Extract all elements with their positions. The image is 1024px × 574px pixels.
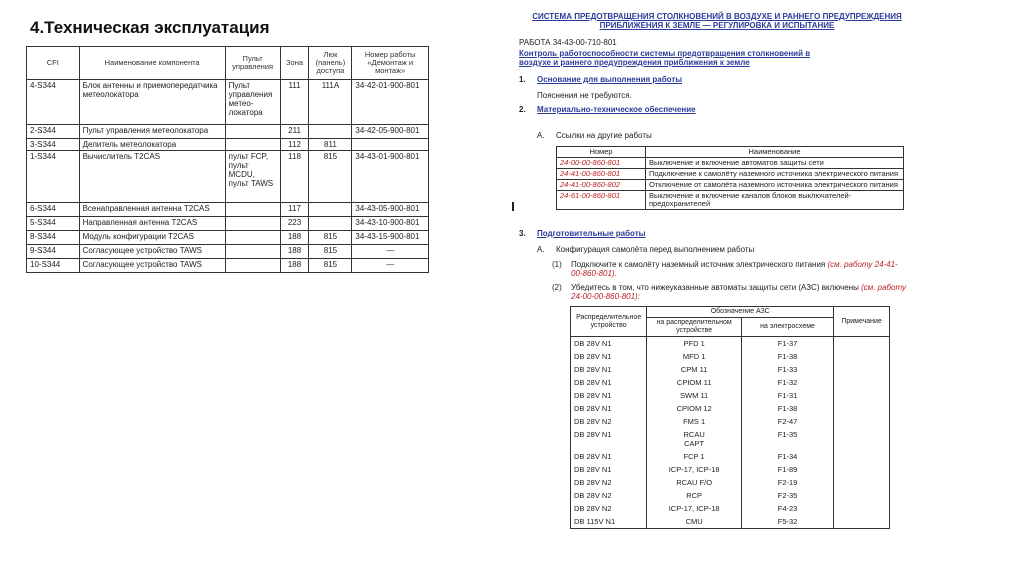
table-row bbox=[571, 450, 890, 463]
table-row bbox=[571, 476, 890, 489]
cell-panel bbox=[225, 125, 280, 139]
section-3-title[interactable]: Подготовительные работы bbox=[537, 229, 646, 238]
cell-note bbox=[834, 515, 890, 529]
step-1-label: (1) bbox=[552, 260, 562, 269]
cell-panel: пульт FCP, пульт MCDU, пульт TAWS bbox=[225, 151, 280, 203]
header-designation: Обозначение АЗС bbox=[647, 307, 834, 318]
table-row bbox=[571, 415, 890, 428]
table-row bbox=[571, 489, 890, 502]
cell-device: RCAU CAPT bbox=[647, 428, 742, 450]
cell-note bbox=[834, 463, 890, 476]
subsection-2a-label: A. bbox=[537, 131, 545, 140]
cell-distributor: DB 115V N1 bbox=[571, 515, 647, 529]
cell-access bbox=[309, 203, 352, 217]
table-header-row bbox=[571, 307, 890, 318]
table-row bbox=[571, 515, 890, 529]
table-row bbox=[27, 151, 429, 203]
table-row bbox=[571, 402, 890, 415]
cell-access bbox=[309, 217, 352, 231]
step-2-label: (2) bbox=[552, 283, 562, 292]
step-2-ref-link[interactable]: (см. работу 24-00-00-860-801): bbox=[571, 283, 906, 301]
table-row bbox=[571, 376, 890, 389]
cell-job: 34-43-15-900-801 bbox=[352, 231, 429, 245]
cell-schematic: F5-32 bbox=[741, 515, 833, 529]
cell-note bbox=[834, 428, 890, 450]
cell-device: CPIOM 12 bbox=[647, 402, 742, 415]
cell-device: CPM 11 bbox=[647, 363, 742, 376]
step-1-text: Подключите к самолёту наземный источник электрического питания bbox=[571, 260, 826, 269]
step-1 bbox=[571, 260, 906, 278]
table-row bbox=[557, 158, 904, 169]
references-table bbox=[556, 146, 904, 210]
cell-name: Направленная антенна T2CAS bbox=[79, 217, 225, 231]
cell-panel bbox=[225, 217, 280, 231]
table-row bbox=[557, 180, 904, 191]
cell-access: 815 bbox=[309, 231, 352, 245]
job-label: РАБОТА 34-43-00-710-801 bbox=[519, 38, 617, 47]
cell-distributor: DB 28V N1 bbox=[571, 363, 647, 376]
cell-device: FCP 1 bbox=[647, 450, 742, 463]
cell-schematic: F1-89 bbox=[741, 463, 833, 476]
table-row bbox=[27, 125, 429, 139]
table-row bbox=[571, 350, 890, 363]
cfi-components-table bbox=[26, 46, 429, 273]
circuit-breakers-table bbox=[570, 306, 890, 529]
cell-distributor: DB 28V N1 bbox=[571, 402, 647, 415]
cell-distributor: DB 28V N2 bbox=[571, 415, 647, 428]
table-row bbox=[571, 337, 890, 351]
cell-panel bbox=[225, 139, 280, 151]
cell-name: Делитель метеолокатора bbox=[79, 139, 225, 151]
header-ref-number: Номер bbox=[557, 147, 646, 158]
cell-device: PFD 1 bbox=[647, 337, 742, 351]
cell-distributor: DB 28V N1 bbox=[571, 337, 647, 351]
cell-note bbox=[834, 376, 890, 389]
cell-schematic: F4-23 bbox=[741, 502, 833, 515]
cell-zone: 118 bbox=[280, 151, 309, 203]
cell-schematic: F1-31 bbox=[741, 389, 833, 402]
cell-access: 815 bbox=[309, 245, 352, 259]
cell-panel bbox=[225, 203, 280, 217]
table-row bbox=[27, 245, 429, 259]
cell-name: Согласующее устройство TAWS bbox=[79, 245, 225, 259]
cell-cfi: 6-S344 bbox=[27, 203, 80, 217]
subsection-3a-text: Конфигурация самолёта перед выполнением работы bbox=[556, 245, 755, 254]
cell-schematic: F1-33 bbox=[741, 363, 833, 376]
cell-schematic: F2-35 bbox=[741, 489, 833, 502]
cell-job: — bbox=[352, 245, 429, 259]
cell-cfi: 10-S344 bbox=[27, 259, 80, 273]
header-distributor: Распределительное устройство bbox=[571, 307, 647, 337]
table-row bbox=[571, 428, 890, 450]
cell-panel bbox=[225, 231, 280, 245]
table-row bbox=[571, 389, 890, 402]
cell-note bbox=[834, 350, 890, 363]
ref-name: Подключение к самолёту наземного источника электрического питания bbox=[646, 169, 904, 180]
cell-name: Блок антенны и приемопередатчика метеолокатора bbox=[79, 80, 225, 125]
table-row bbox=[27, 80, 429, 125]
header-on-schematic: на электросхеме bbox=[741, 318, 833, 337]
cell-schematic: F1-34 bbox=[741, 450, 833, 463]
cell-note bbox=[834, 489, 890, 502]
cell-zone: 188 bbox=[280, 259, 309, 273]
table-row bbox=[27, 259, 429, 273]
cell-cfi: 1-S344 bbox=[27, 151, 80, 203]
cell-zone: 117 bbox=[280, 203, 309, 217]
ref-number-link[interactable]: 24-61-00-860-801 bbox=[557, 191, 646, 210]
cell-zone: 188 bbox=[280, 245, 309, 259]
cell-distributor: DB 28V N2 bbox=[571, 502, 647, 515]
cell-panel: Пульт управления метео-локатора bbox=[225, 80, 280, 125]
job-title-line1: Контроль работоспособности системы предотвращения столкновений в bbox=[519, 49, 811, 58]
cell-job: 34-43-01-900-801 bbox=[352, 151, 429, 203]
section-3-number: 3. bbox=[519, 229, 526, 238]
cell-job: 34-42-01-900-801 bbox=[352, 80, 429, 125]
cell-device: SWM 11 bbox=[647, 389, 742, 402]
cell-zone: 211 bbox=[280, 125, 309, 139]
cell-device: RCP bbox=[647, 489, 742, 502]
cell-name: Пульт управления метеолокатора bbox=[79, 125, 225, 139]
table-row bbox=[27, 217, 429, 231]
cell-distributor: DB 28V N2 bbox=[571, 476, 647, 489]
cell-name: Всенаправленная антенна T2CAS bbox=[79, 203, 225, 217]
subsection-2a-text: Ссылки на другие работы bbox=[556, 131, 652, 140]
step-1-ref-link[interactable]: (см. работу 24-41-00-860-801). bbox=[571, 260, 898, 278]
cell-device: FMS 1 bbox=[647, 415, 742, 428]
document-title bbox=[527, 12, 907, 30]
text-cursor bbox=[512, 202, 514, 211]
cell-zone: 112 bbox=[280, 139, 309, 151]
ref-number-link[interactable]: 24-41-00-860-802 bbox=[557, 180, 646, 191]
ref-number-link[interactable]: 24-41-00-860-801 bbox=[557, 169, 646, 180]
section-2-title[interactable]: Материально-техническое обеспечение bbox=[537, 105, 696, 114]
cell-zone: 223 bbox=[280, 217, 309, 231]
cell-note bbox=[834, 415, 890, 428]
cell-access: 815 bbox=[309, 151, 352, 203]
table-row bbox=[571, 463, 890, 476]
cell-cfi: 2-S344 bbox=[27, 125, 80, 139]
header-cfi: CFI bbox=[27, 47, 80, 80]
table-header-row bbox=[557, 147, 904, 158]
cell-device: ICP-17, ICP-18 bbox=[647, 463, 742, 476]
cell-schematic: F1-32 bbox=[741, 376, 833, 389]
cell-job: 34-43-05-900-801 bbox=[352, 203, 429, 217]
cell-distributor: DB 28V N1 bbox=[571, 376, 647, 389]
table-row bbox=[571, 502, 890, 515]
header-component-name: Наименование компонента bbox=[79, 47, 225, 80]
cell-distributor: DB 28V N1 bbox=[571, 428, 647, 450]
header-access-panel: Люк (панель) доступа bbox=[309, 47, 352, 80]
cell-note bbox=[834, 402, 890, 415]
cell-distributor: DB 28V N2 bbox=[571, 489, 647, 502]
document-title-line2: ПРИБЛИЖЕНИЯ К ЗЕМЛЕ — РЕГУЛИРОВКА И ИСПЫТАНИЕ bbox=[599, 21, 835, 30]
cell-panel bbox=[225, 245, 280, 259]
cell-schematic: F1-38 bbox=[741, 402, 833, 415]
cell-cfi: 4-S344 bbox=[27, 80, 80, 125]
section-1-text: Пояснения не требуются. bbox=[537, 91, 632, 100]
cell-zone: 188 bbox=[280, 231, 309, 245]
cell-distributor: DB 28V N1 bbox=[571, 450, 647, 463]
job-title-line2: воздухе и раннего предупреждения приближения к земле bbox=[519, 58, 750, 67]
header-job-number: Номер работы «Демонтаж и монтаж» bbox=[352, 47, 429, 80]
cell-note bbox=[834, 476, 890, 489]
cell-access: 811 bbox=[309, 139, 352, 151]
job-title bbox=[519, 49, 859, 67]
header-zone: Зона bbox=[280, 47, 309, 80]
section-1-number: 1. bbox=[519, 75, 526, 84]
table-row bbox=[557, 169, 904, 180]
cell-distributor: DB 28V N1 bbox=[571, 463, 647, 476]
ref-name: Отключение от самолёта наземного источника электрического питания bbox=[646, 180, 904, 191]
header-on-distributor: на распределительном устройстве bbox=[647, 318, 742, 337]
cell-cfi: 5-S344 bbox=[27, 217, 80, 231]
cell-distributor: DB 28V N1 bbox=[571, 350, 647, 363]
table-row bbox=[27, 203, 429, 217]
cell-distributor: DB 28V N1 bbox=[571, 389, 647, 402]
cell-note bbox=[834, 502, 890, 515]
cell-schematic: F2-47 bbox=[741, 415, 833, 428]
ref-number-link[interactable]: 24-00-00-860-801 bbox=[557, 158, 646, 169]
cell-access: 815 bbox=[309, 259, 352, 273]
cell-name: Согласующее устройство TAWS bbox=[79, 259, 225, 273]
cell-access bbox=[309, 125, 352, 139]
cell-cfi: 9-S344 bbox=[27, 245, 80, 259]
header-control-panel: Пульт управления bbox=[225, 47, 280, 80]
table-header-row bbox=[27, 47, 429, 80]
cell-device: ICP-17, ICP-18 bbox=[647, 502, 742, 515]
cell-name: Модуль конфигурации T2CAS bbox=[79, 231, 225, 245]
section-1-title[interactable]: Основание для выполнения работы bbox=[537, 75, 683, 84]
cell-job bbox=[352, 139, 429, 151]
cell-schematic: F1-35 bbox=[741, 428, 833, 450]
cell-job: — bbox=[352, 259, 429, 273]
cell-schematic: F1-37 bbox=[741, 337, 833, 351]
cell-zone: 111 bbox=[280, 80, 309, 125]
cell-job: 34-43-10-900-801 bbox=[352, 217, 429, 231]
ref-name: Выключение и включение автоматов защиты сети bbox=[646, 158, 904, 169]
table-row bbox=[557, 191, 904, 210]
cell-device: CPIOM 11 bbox=[647, 376, 742, 389]
cell-note bbox=[834, 363, 890, 376]
cell-note bbox=[834, 450, 890, 463]
cell-note bbox=[834, 337, 890, 351]
cell-device: CMU bbox=[647, 515, 742, 529]
subsection-3a-label: A. bbox=[537, 245, 545, 254]
document-title-line1: СИСТЕМА ПРЕДОТВРАЩЕНИЯ СТОЛКНОВЕНИЙ В ВОЗДУХЕ И РАННЕГО ПРЕДУПРЕЖДЕНИЯ bbox=[532, 12, 902, 21]
cell-note bbox=[834, 389, 890, 402]
cell-cfi: 8-S344 bbox=[27, 231, 80, 245]
slide-title: 4.Техническая эксплуатация bbox=[30, 18, 270, 37]
table-row bbox=[27, 231, 429, 245]
cell-device: RCAU F/O bbox=[647, 476, 742, 489]
header-note: Примечание bbox=[834, 307, 890, 337]
cell-job: 34-42-05-900-801 bbox=[352, 125, 429, 139]
cell-name: Вычислитель T2CAS bbox=[79, 151, 225, 203]
table-row bbox=[571, 363, 890, 376]
section-2-number: 2. bbox=[519, 105, 526, 114]
table-row bbox=[27, 139, 429, 151]
cell-schematic: F1-38 bbox=[741, 350, 833, 363]
step-2 bbox=[571, 283, 906, 301]
step-2-text: Убедитесь в том, что нижеуказанные автоматы защиты сети (АЗС) включены bbox=[571, 283, 859, 292]
cell-device: MFD 1 bbox=[647, 350, 742, 363]
cell-cfi: 3-S344 bbox=[27, 139, 80, 151]
header-ref-name: Наименование bbox=[646, 147, 904, 158]
cell-schematic: F2-19 bbox=[741, 476, 833, 489]
cell-access: 111A bbox=[309, 80, 352, 125]
ref-name: Выключение и включение каналов блоков выключателей-предохранителей bbox=[646, 191, 904, 210]
cell-panel bbox=[225, 259, 280, 273]
